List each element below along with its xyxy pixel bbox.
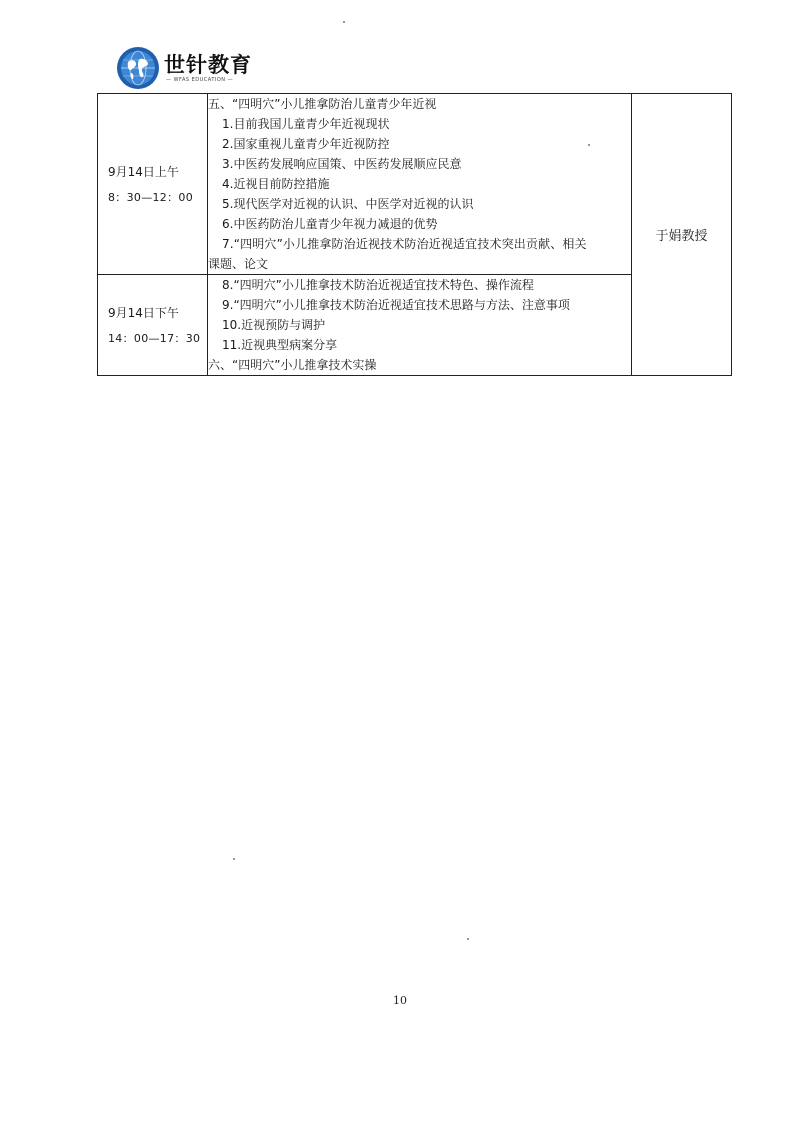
list-item: 2.国家重视儿童青少年近视防控 <box>222 137 390 151</box>
session-date: 9月14日下午 <box>108 305 179 320</box>
list-item: 8.“四明穴”小儿推拿技术防治近视适宜技术特色、操作流程 <box>222 278 534 292</box>
list-item: 11.近视典型病案分享 <box>222 338 338 352</box>
teacher-name: 于娟教授 <box>655 229 708 244</box>
session-content-cell <box>208 275 632 376</box>
header-logo <box>116 44 252 92</box>
list-item: 10.近视预防与调护 <box>222 318 326 332</box>
list-item-continuation: 课题、论文 <box>208 257 269 271</box>
session-date: 9月14日上午 <box>108 164 179 179</box>
list-item: 4.近视目前防控措施 <box>222 177 330 191</box>
table-row <box>98 94 732 275</box>
globe-emblem-icon <box>116 46 160 90</box>
list-item: 1.目前我国儿童青少年近视现状 <box>222 117 390 131</box>
list-item: 9.“四明穴”小儿推拿技术防治近视适宜技术思路与方法、注意事项 <box>222 298 570 312</box>
session-content-cell <box>208 94 632 275</box>
logo-text <box>164 53 252 84</box>
page-number: 10 <box>393 994 407 1007</box>
scan-speck <box>588 144 590 146</box>
list-item: 6.中医药防治儿童青少年视力减退的优势 <box>222 217 438 231</box>
teacher-cell <box>632 94 732 376</box>
scan-speck <box>467 938 469 940</box>
session-time: 14：00—17：30 <box>108 331 201 345</box>
section-heading: 五、“四明穴”小儿推拿防治儿童青少年近视 <box>208 97 437 111</box>
session-time-cell <box>98 94 208 275</box>
list-item: 5.现代医学对近视的认识、中医学对近视的认识 <box>222 197 474 211</box>
session-time: 8：30—12：00 <box>108 190 193 204</box>
scan-speck <box>343 21 345 23</box>
logo-subtitle: — WFAS EDUCATION — <box>166 76 234 83</box>
session-time-cell <box>98 275 208 376</box>
logo-name: 世针教育 <box>164 52 252 77</box>
list-item: 3.中医药发展响应国策、中医药发展顺应民意 <box>222 157 462 171</box>
list-item: 7.“四明穴”小儿推拿防治近视技术防治近视适宜技术突出贡献、相关 <box>222 237 587 251</box>
section-heading: 六、“四明穴”小儿推拿技术实操 <box>208 358 377 372</box>
scan-speck <box>233 858 235 860</box>
schedule-table <box>97 93 732 376</box>
